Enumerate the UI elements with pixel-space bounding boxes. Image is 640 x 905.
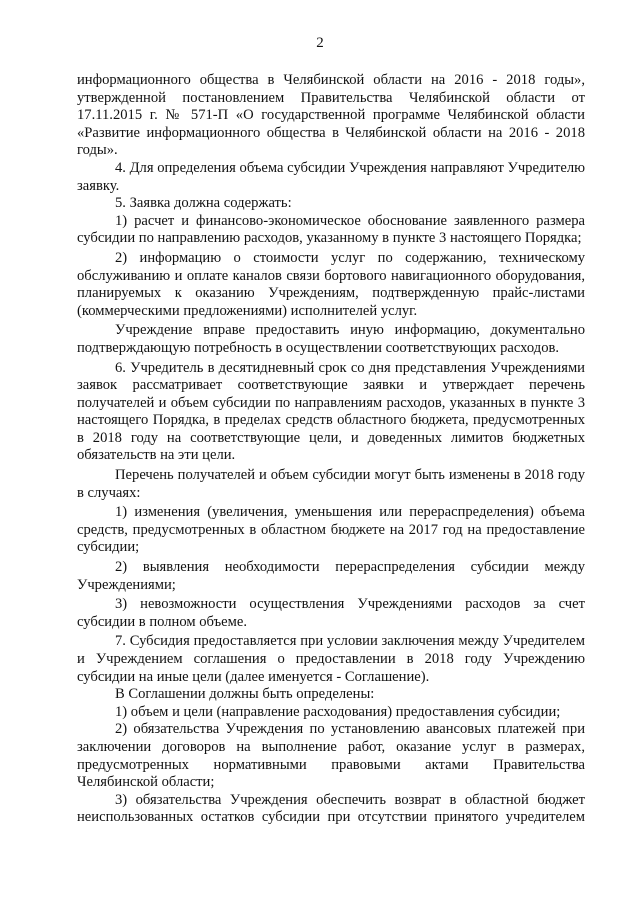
paragraph-additional-info: Учреждение вправе предоставить иную информацию, документально подтверждающую потребность в осуществлении соответствующих расходов. (77, 322, 585, 356)
paragraph-agreement-1: 1) объем и цели (направление расходования) предоставления субсидии; (115, 703, 561, 720)
paragraph-case-1: 1) изменения (увеличения, уменьшения или перераспределения) объема средств, предусмотренных в областном бюджете на 2017 год на предоставление субсидии; (77, 504, 585, 556)
paragraph-item-5: 5. Заявка должна содержать: (115, 195, 292, 212)
paragraph-item-5-2: 2) информацию о стоимости услуг по содержанию, техническому обслуживанию и оплате каналов связи бортового навигационного оборудования, планируемых к оказанию Учреждениям, подтвержденную прайс-листами (коммерческими предложениями) исполнителей услуг. (77, 249, 585, 319)
paragraph-item-4: 4. Для определения объема субсидии Учреждения направляют Учредителю заявку. (77, 159, 586, 194)
paragraph-program-reference: информационного общества в Челябинской области на 2016 - 2018 годы», утвержденной постановлением Правительства Челябинской области от 17.11.2015 г. № 571-П «О государственной программе Челябинской области «Развитие информационного общества в Челябинской области на 2016 - 2018 годы». (77, 72, 585, 159)
paragraph-case-3: 3) невозможности осуществления Учреждениями расходов за счет субсидии в полном объеме. (77, 596, 585, 630)
paragraph-change-cases: Перечень получателей и объем субсидии могут быть изменены в 2018 году в случаях: (77, 467, 585, 501)
paragraph-agreement-intro: В Соглашении должны быть определены: (115, 686, 375, 703)
paragraph-agreement-2: 2) обязательства Учреждения по установлению авансовых платежей при заключении договоров на выполнение работ, оказание услуг в размерах, предусмотренных нормативными правовыми актами Правительства Челябинской области; (77, 721, 585, 791)
document-body (77, 72, 585, 827)
paragraph-item-6: 6. Учредитель в десятидневный срок со дня представления Учреждениями заявок рассматривает соответствующие заявки и утверждает перечень получателей и объем субсидии по направлениям расходов, указанных в пункте 3 настоящего Порядка, в пределах средств областного бюджета, предусмотренных в 2018 году на соответствующие цели, и доведенных лимитов бюджетных обязательств на эти цели. (77, 359, 585, 464)
paragraph-case-2: 2) выявления необходимости перераспределения субсидии между Учреждениями; (77, 559, 585, 593)
paragraph-item-5-1: 1) расчет и финансово-экономическое обоснование заявленного размера субсидии по направлению расходов, указанному в пункте 3 настоящего Порядка; (77, 212, 585, 247)
page-number: 2 (316, 35, 324, 51)
paragraph-item-7: 7. Субсидия предоставляется при условии заключения между Учредителем и Учреждением соглашения о предоставлении в 2018 году Учреждению субсидии на иные цели (далее именуется - Соглашение). (77, 633, 585, 685)
paragraph-agreement-3: 3) обязательства Учреждения обеспечить возврат в областной бюджет неиспользованных остатков субсидии при отсутствии принятого учредителем (77, 791, 585, 826)
